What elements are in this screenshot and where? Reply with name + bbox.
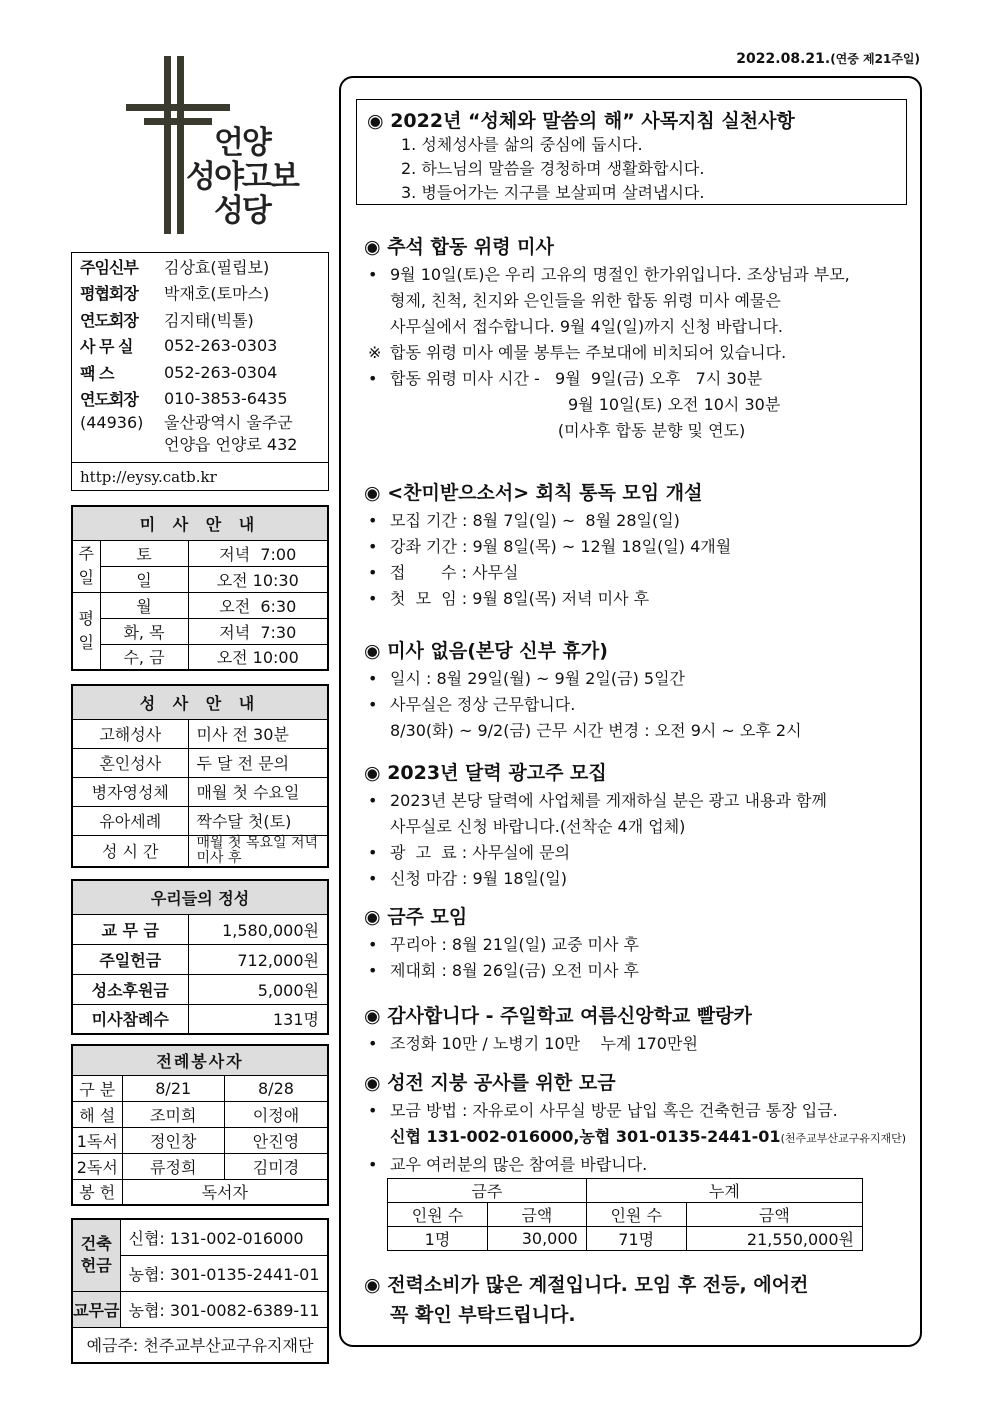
notice-line: ※ 합동 위령 미사 예물 봉투는 주보대에 비치되어 있습니다. (368, 343, 787, 362)
notice-line: 사무실로 신청 바랍니다.(선착순 4개 업체) (390, 817, 686, 836)
notice-title: ◉ 미사 없음(본당 신부 휴가) (364, 640, 608, 662)
building-fund-label: 건축 헌금 (72, 1219, 120, 1291)
cross-icon (164, 56, 171, 234)
weekday-label: 평 일 (72, 592, 100, 670)
cross-icon-arm2 (144, 118, 212, 125)
offering-row: 성소후원금 5,000원 (72, 974, 328, 1004)
notice-line: • 꾸리아 : 8월 21일(일) 교중 미사 후 (368, 935, 639, 954)
notice-section (364, 636, 916, 744)
mass-row: 화, 목 저녁 7:30 (72, 618, 328, 644)
notice-section (364, 1001, 916, 1057)
notice-line: • 9월 10일(토)은 우리 고유의 명절인 한가위입니다. 조상님과 부모, (368, 265, 850, 284)
servers-row: 1독서 정인창 안진영 (72, 1127, 328, 1153)
notice-section (364, 1068, 916, 1178)
notice-line: • 조정화 10만 / 노병기 10만 누계 170만원 (368, 1034, 698, 1053)
notice-title: ◉ 금주 모임 (364, 906, 468, 928)
notice-section (364, 758, 916, 892)
notice-line: • 모집 기간 : 8월 7일(일) ~ 8월 28일(일) (368, 511, 680, 530)
fundraising-table: 금주 누계 인원 수 금액 인원 수 금액 1명 30,000 71명 21,550,000원 (387, 1178, 863, 1251)
notice-line: 형제, 친척, 친지와 은인들을 위한 합동 위령 미사 예물은 (390, 291, 781, 310)
goals-title: ◉ 2022년 “성체와 말씀의 해” 사목지침 실천사항 (367, 110, 795, 132)
offering-row: 미사참례수 131명 (72, 1004, 328, 1034)
servers-header: 구 분 8/21 8/28 (72, 1075, 328, 1101)
church-name: 언양 성야고보 성당 (186, 125, 298, 229)
notice-line: (미사후 합동 분향 및 연도) (390, 421, 746, 440)
sacrament-row: 혼인성사 두 달 전 문의 (72, 748, 328, 777)
notice-line: • 제대회 : 8월 26일(금) 오전 미사 후 (368, 961, 639, 980)
servers-row: 봉 헌 독서자 (72, 1179, 328, 1205)
notice-title: ◉ 2023년 달력 광고주 모집 (364, 762, 607, 784)
notice-title: ◉ 감사합니다 - 주일학교 여름신앙학교 빨랑카 (364, 1005, 752, 1027)
mass-schedule (71, 505, 329, 671)
notice-title: ◉ 성전 지붕 공사를 위한 모금 (364, 1072, 616, 1094)
website-link[interactable]: http://eysy.catb.kr (72, 462, 328, 490)
sunday-label: 주 일 (72, 540, 100, 592)
pastoral-goals (356, 99, 907, 205)
offering-row: 주일헌금 712,000원 (72, 944, 328, 974)
offering-table (71, 879, 329, 1035)
sacrament-row: 고해성사 미사 전 30분 (72, 719, 328, 748)
bulletin-date: 2022.08.21.(연중 제21주일) (736, 51, 920, 67)
notice-line: 9월 10일(토) 오전 10시 30분 (390, 395, 781, 414)
notice-section (364, 232, 916, 444)
cross-icon-bar (177, 56, 184, 234)
notice-line: • 광 고 료 : 사무실에 문의 (368, 843, 571, 862)
sacrament-row: 유아세례 짝수달 첫(토) (72, 806, 328, 835)
notice-line: 사무실에서 접수합니다. 9월 4일(일)까지 신청 바랍니다. (390, 317, 784, 336)
notice-line: • 첫 모 임 : 9월 8일(목) 저녁 미사 후 (368, 589, 650, 608)
mass-row: 주 일 토 저녁 7:00 (72, 540, 328, 566)
servers-row: 2독서 류정희 김미경 (72, 1153, 328, 1179)
dues-label: 교무금 (72, 1291, 120, 1327)
servers-row: 해 설 조미희 이정애 (72, 1101, 328, 1127)
servers-title: 전례봉사자 (72, 1045, 328, 1075)
notice-line: • 강좌 기간 : 9월 8일(목) ~ 12월 18일(일) 4개월 (368, 537, 732, 556)
mass-title: 미 사 안 내 (72, 506, 328, 540)
info-row: 평협회장 박재호(토마스) (80, 284, 270, 304)
notice-line: 신협 131-002-016000,농협 301-0135-2441-01(천주교부산교구유지재단) (390, 1127, 907, 1146)
sacrament-info (71, 684, 329, 868)
account-number: 농협: 301-0082-6389-11 (120, 1291, 328, 1327)
notice-line: • 사무실은 정상 근무합니다. (368, 695, 576, 714)
info-row: 연도회장 김지태(빅톨) (80, 310, 254, 330)
goal-line: 3. 병들어가는 지구를 보살피며 살려냅시다. (401, 183, 705, 202)
liturgy-servers (71, 1044, 329, 1206)
notice-title: ◉ 추석 합동 위령 미사 (364, 236, 554, 258)
cross-icon-arm (126, 104, 230, 111)
notice-line: • 신청 마감 : 9월 18일(일) (368, 869, 567, 888)
goal-line: 1. 성체성사를 삶의 중심에 둡시다. (401, 135, 643, 154)
notice-line: • 모금 방법 : 자유로이 사무실 방문 납입 혹은 건축헌금 통장 입금. (368, 1101, 838, 1120)
notice-line: • 접 수 : 사무실 (368, 563, 519, 582)
notice-section (364, 478, 916, 612)
notice-line: • 합동 위령 미사 시간 - 9월 9일(금) 오후 7시 30분 (368, 369, 763, 388)
info-row: 주임신부 김상효(필립보) (80, 257, 270, 277)
account-number: 농협: 301-0135-2441-01 (120, 1255, 328, 1291)
account-holder: 예금주: 천주교부산교구유지재단 (72, 1327, 328, 1363)
offering-title: 우리들의 정성 (72, 880, 328, 914)
sacrament-title: 성 사 안 내 (72, 685, 328, 719)
notice-title: ◉ <찬미받으소서> 회칙 통독 모임 개설 (364, 482, 703, 504)
info-row: 연도회장 010-3853-6435 (80, 389, 288, 410)
notice-line: 8/30(화) ~ 9/2(금) 근무 시간 변경 : 오전 9시 ~ 오후 2시 (390, 721, 802, 740)
goal-line: 2. 하느님의 말씀을 경청하며 생활화합시다. (401, 159, 705, 178)
bank-accounts (71, 1218, 329, 1364)
closing-notice: ◉ 전력소비가 많은 계절입니다. 모임 후 전등, 에어컨 꼭 확인 부탁드립니다. (364, 1274, 809, 1326)
account-number: 신협: 131-002-016000 (120, 1219, 328, 1255)
contact-info (71, 252, 329, 491)
notice-section (364, 902, 916, 984)
notice-line: • 교우 여러분의 많은 참여를 바랍니다. (368, 1155, 648, 1174)
sacrament-row: 병자영성체 매월 첫 수요일 (72, 777, 328, 806)
offering-row: 교 무 금 1,580,000원 (72, 914, 328, 944)
notice-line: • 2023년 본당 달력에 사업체를 게재하실 분은 광고 내용과 함께 (368, 791, 827, 810)
mass-row: 수, 금 오전 10:00 (72, 644, 328, 670)
address: (44936) 울산광역시 울주군 언양읍 언양로 432 (80, 413, 298, 454)
sacrament-row: 성 시 간 매월 첫 목요일 저녁미사 후 (72, 835, 328, 867)
mass-row: 평 일 월 오전 6:30 (72, 592, 328, 618)
info-row: 팩 스 052-263-0304 (80, 362, 278, 383)
info-row: 사 무 실 052-263-0303 (80, 336, 278, 357)
mass-row: 일 오전 10:30 (72, 566, 328, 592)
notice-line: • 일시 : 8월 29일(월) ~ 9월 2일(금) 5일간 (368, 669, 686, 688)
